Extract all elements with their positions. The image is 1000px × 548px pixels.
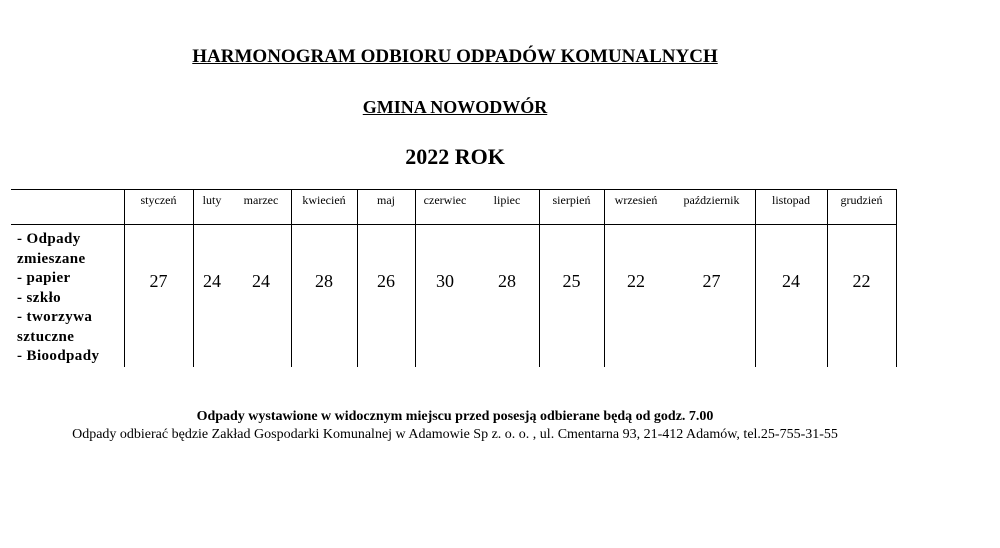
month-header: marzec [243, 193, 279, 207]
category-line: - Bioodpady [17, 348, 100, 364]
month-header: grudzień [840, 193, 883, 207]
category-line: zmieszane [17, 250, 86, 267]
collection-day: 22 [627, 271, 645, 291]
municipality-name: GMINA NOWODWÓR [362, 97, 548, 117]
collection-day: 30 [436, 271, 454, 291]
collection-day: 27 [149, 271, 168, 291]
month-header: sierpień [552, 193, 591, 207]
column-divider [896, 189, 897, 367]
collection-day: 24 [782, 271, 800, 291]
collection-day: 28 [315, 271, 333, 291]
month-header: luty [202, 193, 222, 207]
category-line: - tworzywa [17, 309, 93, 325]
collection-day: 22 [852, 271, 871, 291]
pickup-time-note: Odpady wystawione w widocznym miejscu przed posesją odbierane będą od godz. 7.00 [196, 409, 714, 424]
waste-categories [17, 230, 129, 367]
schedule-title: HARMONOGRAM ODBIORU ODPADÓW KOMUNALNYCH [192, 46, 718, 67]
month-header: listopad [772, 193, 810, 207]
month-header: lipiec [493, 193, 521, 207]
collection-day: 26 [377, 271, 395, 291]
month-header: kwiecień [302, 193, 346, 207]
category-line: - szkło [17, 289, 62, 306]
category-line: - Odpady [17, 231, 81, 247]
month-header: czerwiec [423, 193, 467, 207]
schedule-table [11, 189, 897, 367]
collection-day: 24 [203, 271, 221, 291]
collection-day: 27 [702, 271, 721, 291]
month-header: październik [683, 193, 740, 207]
category-line: sztuczne [17, 328, 75, 345]
table-top-border [11, 189, 897, 190]
collection-day: 25 [562, 271, 581, 291]
month-header: styczeń [140, 193, 177, 207]
operator-contact: Odpady odbierać będzie Zakład Gospodarki Komunalnej w Adamowie Sp z. o. o. , ul. Cmentarna 93, 21-412 Adamów, tel.25-755-31-55 [72, 427, 838, 442]
table-header-border [11, 224, 897, 225]
schedule-year: 2022 ROK [405, 144, 505, 169]
collection-day: 24 [252, 271, 270, 291]
month-header: maj [377, 193, 395, 207]
month-header: wrzesień [614, 193, 658, 207]
category-line: - papier [17, 270, 71, 286]
collection-day: 28 [498, 271, 516, 291]
